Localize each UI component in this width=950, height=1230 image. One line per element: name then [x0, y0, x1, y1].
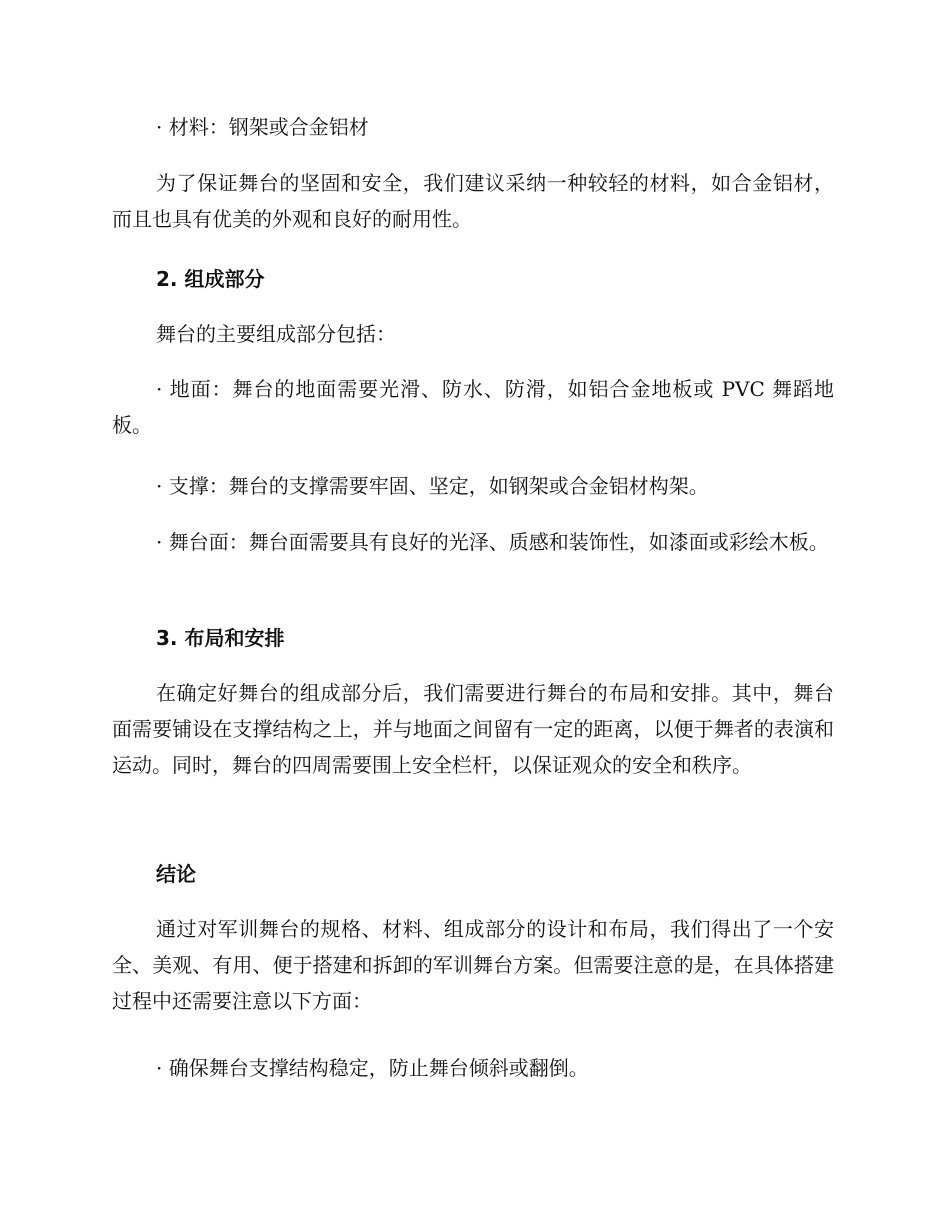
section-heading-conclusion: 结论 [156, 862, 196, 886]
section-heading-components: 2. 组成部分 [156, 267, 265, 291]
conclusion-paragraph: 通过对军训舞台的规格、材料、组成部分的设计和布局，我们得出了一个安全、美观、有用、便于搭建和拆卸的军训舞台方案。但需要注意的是，在具体搭建过程中还需要注意以下方面： [112, 917, 834, 1013]
conclusion-item-stability: · 确保舞台支撑结构稳定，防止舞台倾斜或翻倒。 [156, 1056, 589, 1080]
section-heading-layout: 3. 布局和安排 [156, 626, 285, 650]
component-stage-surface-item: · 舞台面：舞台面需要具有良好的光泽、质感和装饰性，如漆面或彩绘木板。 [156, 530, 829, 554]
component-support-item: · 支撑：舞台的支撑需要牢固、坚定，如钢架或合金铝材构架。 [156, 474, 709, 498]
layout-paragraph: 在确定好舞台的组成部分后，我们需要进行舞台的布局和安排。其中，舞台面需要铺设在支撑结构之上，并与地面之间留有一定的距离，以便于舞者的表演和运动。同时，舞台的四周需要围上安全栏杆，以保证观众的安全和秩序。 [112, 681, 834, 777]
material-paragraph: 为了保证舞台的坚固和安全，我们建议采纳一种较轻的材料，如合金铝材，而且也具有优美的外观和良好的耐用性。 [112, 171, 834, 231]
components-intro: 舞台的主要组成部分包括： [156, 322, 396, 346]
component-floor-item: · 地面：舞台的地面需要光滑、防水、防滑，如铝合金地板或 PVC 舞蹈地板。 [112, 377, 834, 437]
material-item: · 材料：钢架或合金铝材 [156, 115, 369, 139]
